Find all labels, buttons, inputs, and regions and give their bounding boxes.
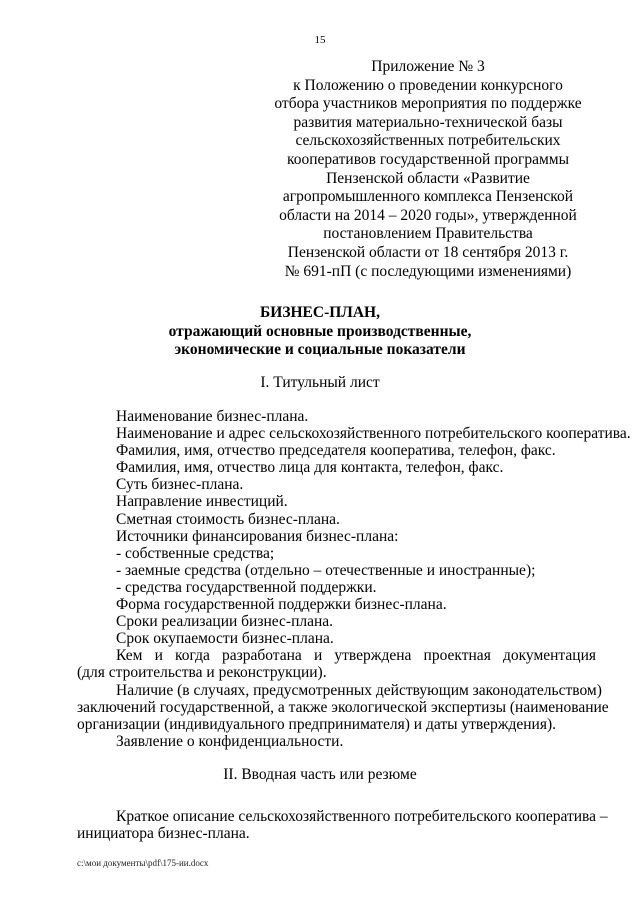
text-line: инициатора бизнес-плана. — [77, 825, 250, 843]
section-heading-summary: II. Вводная часть или резюме — [223, 766, 417, 783]
appendix-note — [258, 58, 598, 281]
appendix-line: сельскохозяйственных потребительских — [295, 132, 561, 150]
document-title — [0, 304, 640, 360]
appendix-line: агропромышленного комплекса Пензенской — [282, 188, 574, 206]
section-title-page-body — [77, 408, 631, 750]
appendix-line: Пензенской области «Развитие — [326, 169, 530, 187]
text-line: Сроки реализации бизнес-плана. — [116, 613, 334, 631]
text-line: Направление инвестиций. — [116, 493, 288, 511]
title-subheading: отражающий основные производственные, — [168, 322, 472, 340]
text-line: (для строительства и реконструкции). — [77, 664, 327, 682]
text-line: Наименование бизнес-плана. — [116, 408, 309, 425]
text-line: Сметная стоимость бизнес-плана. — [116, 510, 340, 528]
list-item: - средства государственной поддержки. — [116, 578, 377, 596]
page-number: 15 — [314, 34, 326, 46]
appendix-line: отбора участников мероприятия по поддержке — [274, 95, 582, 113]
text-line: Наличие (в случаях, предусмотренных действующим законодательством) — [116, 681, 602, 699]
appendix-line: области на 2014 – 2020 годы», утвержденной — [279, 206, 577, 224]
appendix-line: кооперативов государственной программы — [286, 150, 570, 168]
text-line: Фамилия, имя, отчество лица для контакта, телефон, факс. — [116, 459, 504, 477]
section-heading-title-page: I. Титульный лист — [260, 374, 380, 391]
title-subheading: экономические и социальные показатели — [174, 341, 466, 358]
text-line: Срок окупаемости бизнес-плана. — [116, 630, 334, 648]
text-line: Источники финансирования бизнес-плана: — [116, 527, 399, 545]
list-item: - собственные средства; — [116, 544, 275, 562]
text-line: Заявление о конфиденциальности. — [116, 732, 344, 750]
appendix-line: № 691-пП (с последующими изменениями) — [284, 262, 572, 280]
text-line: Краткое описание сельскохозяйственного потребительского кооператива – — [116, 808, 608, 825]
appendix-line: Приложение № 3 — [371, 58, 485, 75]
list-item: - заемные средства (отдельно – отечественные и иностранные); — [116, 561, 536, 579]
text-line: Форма государственной поддержки бизнес-плана. — [116, 596, 447, 614]
footer-file-path: c:\мои документы\pdf\175-ии.docx — [77, 858, 209, 868]
text-line: Фамилия, имя, отчество председателя кооператива, телефон, факс. — [116, 442, 556, 460]
text-line: Кем и когда разработана и утверждена проектная документация — [116, 647, 596, 665]
text-line: Суть бизнес-плана. — [116, 476, 244, 494]
text-line: организации (индивидуального предпринимателя) и даты утверждения). — [77, 715, 557, 733]
appendix-line: к Положению о проведении конкурсного — [293, 76, 563, 94]
text-line: Наименование и адрес сельскохозяйственного потребительского кооператива. — [116, 425, 631, 443]
appendix-line: развития материально-технической базы — [293, 113, 563, 131]
text-line: заключений государственной, а также экологической экспертизы (наименование — [77, 698, 609, 716]
title-heading: БИЗНЕС-ПЛАН, — [260, 304, 380, 321]
section-summary-body — [77, 808, 608, 843]
appendix-line: постановлением Правительства — [323, 225, 533, 243]
appendix-line: Пензенской области от 18 сентября 2013 г. — [287, 243, 569, 261]
